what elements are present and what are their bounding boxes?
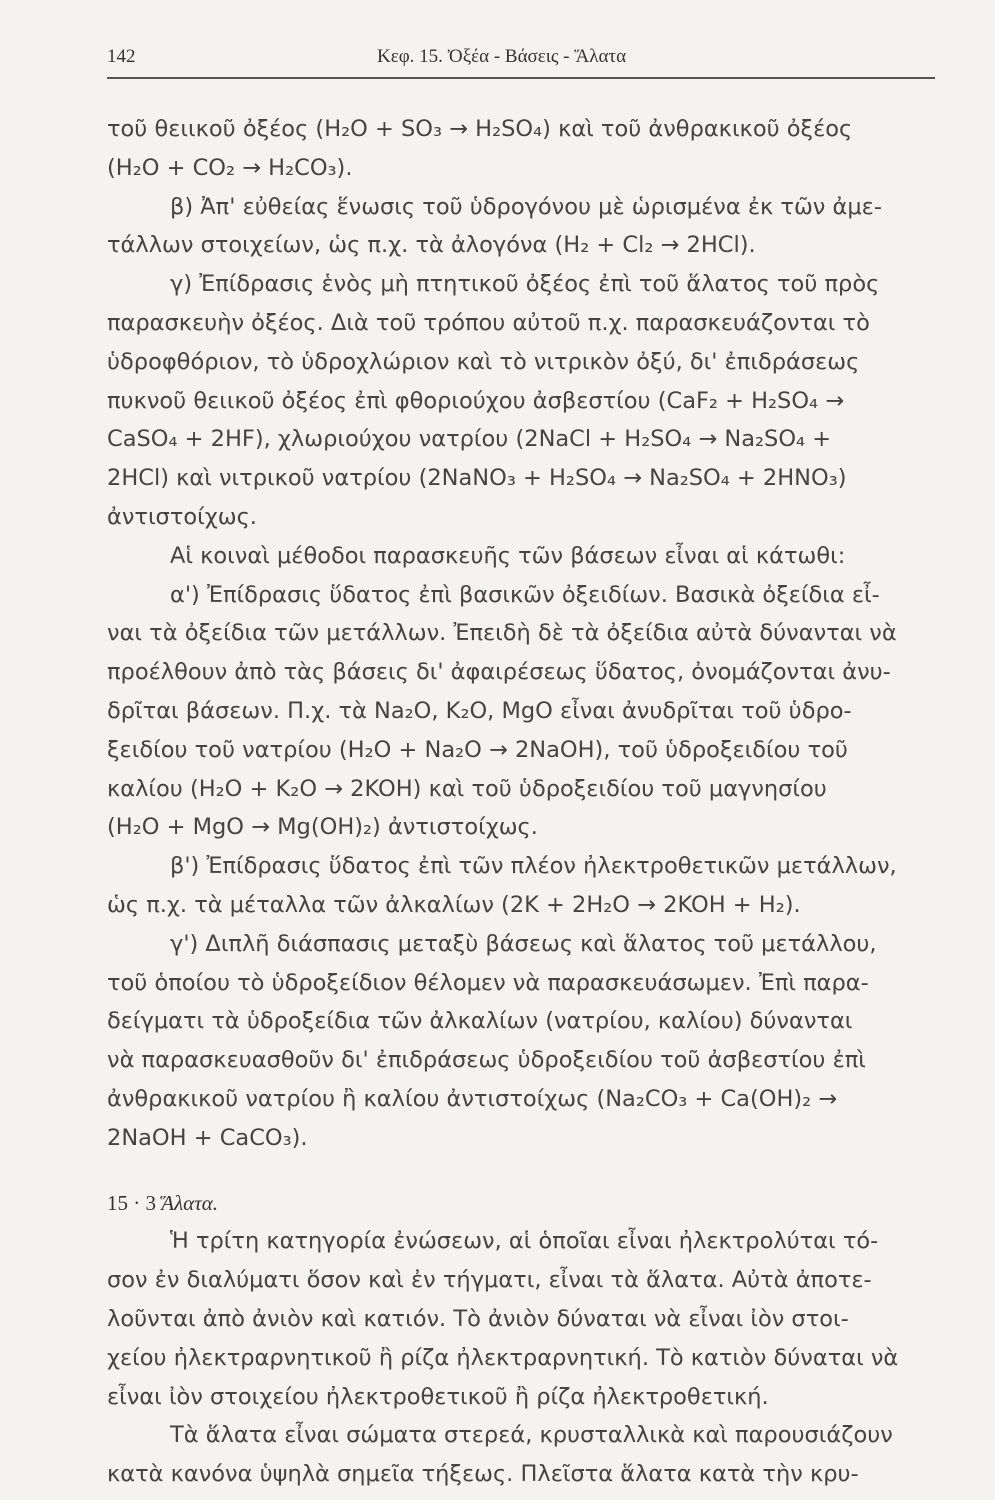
text-line: δείγματι τὰ ὑδροξείδια τῶν ἀλκαλίων (νατρίου, καλίου) δύνανται: [107, 1008, 853, 1035]
text-line: εἶναι ἰὸν στοιχείου ἠλεκτροθετικοῦ ἢ ρίζα ἠλεκτροθετική.: [107, 1383, 769, 1410]
running-head: Κεφ. 15. Ὀξέα - Βάσεις - Ἅλατα: [377, 46, 627, 67]
page-number: 142: [107, 46, 136, 67]
text-line: α') Ἐπίδρασις ὕδατος ἐπὶ βασικῶν ὀξειδίων. Βασικὰ ὀξείδια εἶ-: [170, 581, 880, 608]
text-line: Τὰ ἅλατα εἶναι σώματα στερεά, κρυσταλλικὰ καὶ παρουσιάζουν: [170, 1422, 893, 1449]
text-line: 2NaOH + CaCO₃).: [107, 1124, 308, 1151]
section-title: Ἅλατα.: [161, 1190, 218, 1215]
text-line: νὰ παρασκευασθοῦν δι' ἐπιδράσεως ὑδροξειδίου τοῦ ἀσβεστίου ἐπὶ: [107, 1047, 866, 1074]
text-line: τάλλων στοιχείων, ὡς π.χ. τὰ ἀλογόνα (H₂ + Cl₂ → 2HCl).: [107, 232, 756, 259]
text-line: τοῦ ὁποίου τὸ ὑδροξείδιον θέλομεν νὰ παρασκευάσωμεν. Ἐπὶ παρα-: [107, 969, 869, 996]
page-body: [107, 110, 945, 1494]
text-line: β') Ἐπίδρασις ὕδατος ἐπὶ τῶν πλέον ἠλεκτροθετικῶν μετάλλων,: [170, 853, 897, 880]
text-line: κατὰ κανόνα ὑψηλὰ σημεῖα τήξεως. Πλεῖστα ἅλατα κατὰ τὴν κρυ-: [107, 1461, 859, 1488]
text-line: Ἡ τρίτη κατηγορία ἐνώσεων, αἱ ὁποῖαι εἶναι ἠλεκτρολύται τό-: [170, 1228, 879, 1255]
text-line: β) Ἀπ' εὐθείας ἕνωσις τοῦ ὑδρογόνου μὲ ὡρισμένα ἐκ τῶν ἀμε-: [170, 193, 882, 220]
text-line: καλίου (H₂O + K₂O → 2KOH) καὶ τοῦ ὑδροξειδίου τοῦ μαγνησίου: [107, 775, 827, 802]
text-line: γ') Διπλῆ διάσπασις μεταξὺ βάσεως καὶ ἅλατος τοῦ μετάλλου,: [170, 930, 877, 957]
section-heading: [107, 1184, 945, 1223]
text-line: ὑδροφθόριον, τὸ ὑδροχλώριον καὶ τὸ νιτρικὸν ὀξύ, δι' ἐπιδράσεως: [107, 348, 860, 375]
text-line: ἀντιστοίχως.: [107, 503, 257, 530]
text-line: λοῦνται ἀπὸ ἀνιὸν καὶ κατιόν. Τὸ ἀνιὸν δύναται νὰ εἶναι ἰὸν στοι-: [107, 1305, 849, 1332]
text-line: προέλθουν ἀπὸ τὰς βάσεις δι' ἀφαιρέσεως ὕδατος, ὀνομάζονται ἀνυ-: [107, 659, 891, 686]
section-number: 15 · 3: [107, 1190, 156, 1215]
text-line: παρασκευὴν ὀξέος. Διὰ τοῦ τρόπου αὐτοῦ π.χ. παρασκευάζονται τὸ: [107, 309, 870, 336]
text-line: (H₂O + CO₂ → H₂CO₃).: [107, 154, 353, 181]
text-line: γ) Ἐπίδρασις ἑνὸς μὴ πτητικοῦ ὀξέος ἐπὶ τοῦ ἅλατος τοῦ πρὸς: [170, 271, 880, 298]
text-line: πυκνοῦ θειικοῦ ὀξέος ἐπὶ φθοριούχου ἀσβεστίου (CaF₂ + H₂SO₄ →: [107, 387, 845, 414]
text-line: 2HCl) καὶ νιτρικοῦ νατρίου (2NaNO₃ + H₂SO₄ → Na₂SO₄ + 2HNO₃): [107, 465, 847, 492]
header-rule: [107, 77, 935, 79]
text-line: χείου ἠλεκτραρνητικοῦ ἢ ρίζα ἠλεκτραρνητική. Τὸ κατιὸν δύναται νὰ: [107, 1344, 899, 1371]
text-line: τοῦ θειικοῦ ὀξέος (H₂O + SO₃ → H₂SO₄) καὶ τοῦ ἀνθρακικοῦ ὀξέος: [107, 116, 853, 142]
text-line: ἀνθρακικοῦ νατρίου ἢ καλίου ἀντιστοίχως (Na₂CO₃ + Ca(OH)₂ →: [107, 1085, 838, 1112]
text-line: CaSO₄ + 2HF), χλωριούχου νατρίου (2NaCl + H₂SO₄ → Na₂SO₄ +: [107, 426, 832, 453]
text-line: (H₂O + MgO → Mg(OH)₂) ἀντιστοίχως.: [107, 814, 538, 841]
text-line: δρῖται βάσεων. Π.χ. τὰ Na₂O, K₂O, MgO εἶναι ἀνυδρῖται τοῦ ὑδρο-: [107, 697, 852, 724]
text-line: Αἱ κοιναὶ μέθοδοι παρασκευῆς τῶν βάσεων εἶναι αἱ κάτωθι:: [170, 542, 846, 569]
section-gap: [107, 1158, 945, 1184]
text-line: ὡς π.χ. τὰ μέταλλα τῶν ἀλκαλίων (2K + 2H₂O → 2KOH + H₂).: [107, 891, 801, 918]
text-line: ναι τὰ ὀξείδια τῶν μετάλλων. Ἐπειδὴ δὲ τὰ ὀξείδια αὐτὰ δύνανται νὰ: [107, 620, 897, 647]
text-line: ξειδίου τοῦ νατρίου (H₂O + Na₂O → 2NaOH), τοῦ ὑδροξειδίου τοῦ: [107, 736, 848, 763]
page-header: [107, 40, 935, 76]
text-line: σον ἐν διαλύματι ὅσον καὶ ἐν τήγματι, εἶναι τὰ ἅλατα. Αὐτὰ ἀποτε-: [107, 1267, 872, 1294]
